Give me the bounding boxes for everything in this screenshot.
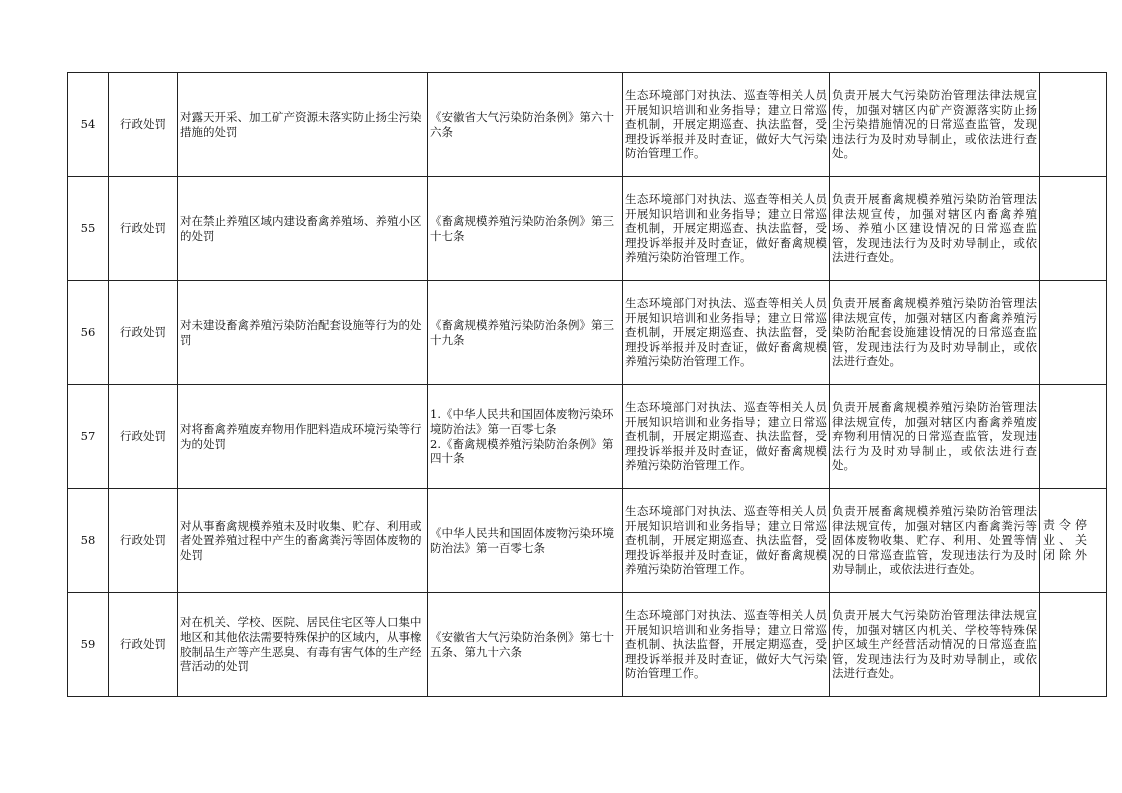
table-row bbox=[68, 593, 1107, 697]
power-type-cell: 行政处罚 bbox=[109, 73, 178, 177]
township-duty-cell: 负责开展畜禽规模养殖污染防治管理法律法规宣传，加强对辖区内畜禽粪污等固体废物收集、贮存、利用、处置等情况的日常巡查监管，发现违法行为及时劝导制止，或依法进行查处。 bbox=[830, 489, 1040, 593]
remark-cell bbox=[1040, 73, 1107, 177]
department-duty-cell: 生态环境部门对执法、巡查等相关人员开展知识培训和业务指导；建立日常巡查机制，开展定期巡查、执法监督，受理投诉举报并及时查证，做好畜禽规模养殖污染防治管理工作。 bbox=[623, 281, 830, 385]
township-duty-cell: 负责开展大气污染防治管理法律法规宣传，加强对辖区内矿产资源落实防止扬尘污染措施情况的日常巡查监管，发现违法行为及时劝导制止，或依法进行查处。 bbox=[830, 73, 1040, 177]
item-number-cell: 55 bbox=[68, 177, 109, 281]
power-type-cell: 行政处罚 bbox=[109, 177, 178, 281]
item-name-cell: 对在禁止养殖区域内建设畜禽养殖场、养殖小区的处罚 bbox=[178, 177, 428, 281]
item-name-cell: 对在机关、学校、医院、居民住宅区等人口集中地区和其他依法需要特殊保护的区域内，从事橡胶制品生产等产生恶臭、有毒有害气体的生产经营活动的处罚 bbox=[178, 593, 428, 697]
department-duty-cell: 生态环境部门对执法、巡查等相关人员开展知识培训和业务指导；建立日常巡查机制，开展定期巡查、执法监督，受理投诉举报并及时查证，做好畜禽规模养殖污染防治管理工作。 bbox=[623, 489, 830, 593]
table-body bbox=[68, 73, 1107, 697]
power-list-table bbox=[67, 72, 1107, 697]
remark-cell bbox=[1040, 593, 1107, 697]
item-number-cell: 56 bbox=[68, 281, 109, 385]
township-duty-cell: 负责开展畜禽规模养殖污染防治管理法律法规宣传，加强对辖区内畜禽养殖污染防治配套设施建设情况的日常巡查监管，发现违法行为及时劝导制止，或依法进行查处。 bbox=[830, 281, 1040, 385]
department-duty-cell: 生态环境部门对执法、巡查等相关人员开展知识培训和业务指导；建立日常巡查机制，开展定期巡查、执法监督，受理投诉举报并及时查证，做好畜禽规模养殖污染防治管理工作。 bbox=[623, 385, 830, 489]
legal-basis-cell: 《安徽省大气污染防治条例》第六十六条 bbox=[428, 73, 623, 177]
legal-basis-cell: 《安徽省大气污染防治条例》第七十五条、第九十六条 bbox=[428, 593, 623, 697]
department-duty-cell: 生态环境部门对执法、巡查等相关人员开展知识培训和业务指导；建立日常巡查机制，开展定期巡查、执法监督，受理投诉举报并及时查证，做好畜禽规模养殖污染防治管理工作。 bbox=[623, 177, 830, 281]
item-number-cell: 57 bbox=[68, 385, 109, 489]
item-number-cell: 58 bbox=[68, 489, 109, 593]
item-name-cell: 对将畜禽养殖废弃物用作肥料造成环境污染等行为的处罚 bbox=[178, 385, 428, 489]
legal-basis-cell: 1.《中华人民共和国固体废物污染环境防治法》第一百零七条 2.《畜禽规模养殖污染防治条例》第四十条 bbox=[428, 385, 623, 489]
power-type-cell: 行政处罚 bbox=[109, 385, 178, 489]
remark-cell bbox=[1040, 385, 1107, 489]
remark-cell bbox=[1040, 281, 1107, 385]
item-name-cell: 对未建设畜禽养殖污染防治配套设施等行为的处罚 bbox=[178, 281, 428, 385]
legal-basis-cell: 《畜禽规模养殖污染防治条例》第三十七条 bbox=[428, 177, 623, 281]
table-row bbox=[68, 73, 1107, 177]
township-duty-cell: 负责开展畜禽规模养殖污染防治管理法律法规宣传，加强对辖区内畜禽养殖废弃物利用情况的日常巡查监管，发现违法行为及时劝导制止，或依法进行查处。 bbox=[830, 385, 1040, 489]
township-duty-cell: 负责开展大气污染防治管理法律法规宣传，加强对辖区内机关、学校等特殊保护区域生产经营活动情况的日常巡查监管，发现违法行为及时劝导制止，或依法进行查处。 bbox=[830, 593, 1040, 697]
table-row bbox=[68, 281, 1107, 385]
department-duty-cell: 生态环境部门对执法、巡查等相关人员开展知识培训和业务指导；建立日常巡查机制，开展定期巡查、执法监督，受理投诉举报并及时查证，做好大气污染防治管理工作。 bbox=[623, 73, 830, 177]
power-type-cell: 行政处罚 bbox=[109, 281, 178, 385]
remark-text: 责令停业、关闭除外 bbox=[1043, 518, 1092, 562]
legal-basis-cell: 《中华人民共和国固体废物污染环境防治法》第一百零七条 bbox=[428, 489, 623, 593]
power-type-cell: 行政处罚 bbox=[109, 489, 178, 593]
remark-cell bbox=[1040, 489, 1107, 593]
item-number-cell: 54 bbox=[68, 73, 109, 177]
item-number-cell: 59 bbox=[68, 593, 109, 697]
table-row bbox=[68, 385, 1107, 489]
remark-cell bbox=[1040, 177, 1107, 281]
department-duty-cell: 生态环境部门对执法、巡查等相关人员开展知识培训和业务指导；建立日常巡查机制、执法监督，开展定期巡查，受理投诉举报并及时查证，做好大气污染防治管理工作。 bbox=[623, 593, 830, 697]
item-name-cell: 对露天开采、加工矿产资源未落实防止扬尘污染措施的处罚 bbox=[178, 73, 428, 177]
table-row bbox=[68, 489, 1107, 593]
power-type-cell: 行政处罚 bbox=[109, 593, 178, 697]
table-row bbox=[68, 177, 1107, 281]
township-duty-cell: 负责开展畜禽规模养殖污染防治管理法律法规宣传，加强对辖区内畜禽养殖场、养殖小区建设情况的日常巡查监管，发现违法行为及时劝导制止，或依法进行查处。 bbox=[830, 177, 1040, 281]
legal-basis-cell: 《畜禽规模养殖污染防治条例》第三十九条 bbox=[428, 281, 623, 385]
item-name-cell: 对从事畜禽规模养殖未及时收集、贮存、利用或者处置养殖过程中产生的畜禽粪污等固体废物的处罚 bbox=[178, 489, 428, 593]
